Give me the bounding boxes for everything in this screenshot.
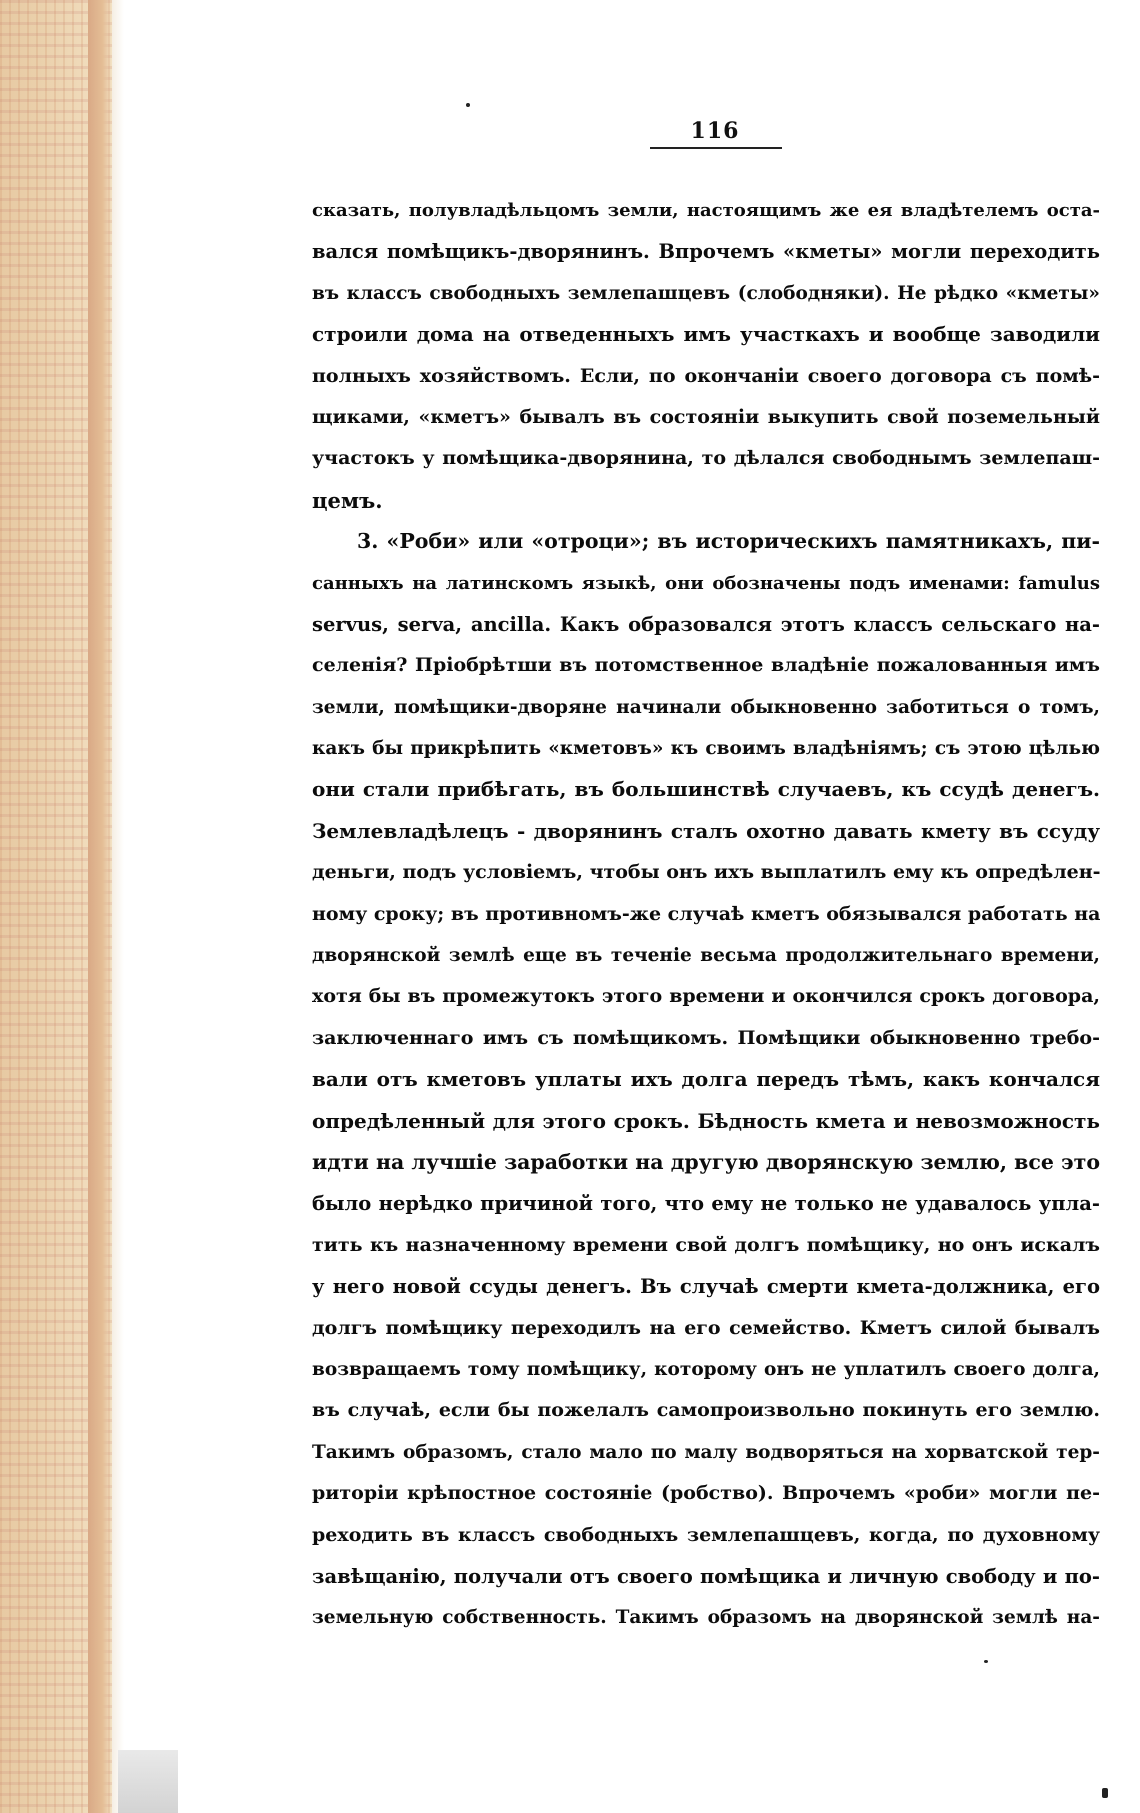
text-line: вался помѣщикъ-дворянинъ. Впрочемъ «кметы» могли переходить: [312, 240, 1100, 264]
ink-speck: [1102, 1788, 1108, 1798]
page-gutter: [112, 0, 124, 1813]
text-line: въ случаѣ, если бы пожелалъ самопроизвольно покинуть его землю.: [312, 1399, 1100, 1422]
ink-speck: [466, 103, 470, 107]
text-line: дворянской землѣ еще въ теченіе весьма продолжительнаго времени,: [312, 945, 1100, 967]
text-line: долгъ помѣщику переходилъ на его семейство. Кметъ силой бывалъ: [312, 1316, 1100, 1339]
text-line: тить къ назначенному времени свой долгъ помѣщику, но онъ искалъ: [312, 1233, 1100, 1256]
text-line: риторіи крѣпостное состояніе (робство). Впрочемъ «роби» могли пе-: [312, 1482, 1100, 1505]
text-line: у него новой ссуды денегъ. Въ случаѣ смерти кмета-должника, его: [312, 1275, 1100, 1299]
page-number-rule: [650, 147, 782, 149]
text-line: идти на лучшіе заработки на другую дворянскую землю, все это: [312, 1149, 1100, 1174]
page-edge-shadow: [88, 0, 112, 1813]
text-line: цемъ.: [312, 487, 383, 513]
text-line: 3. «Роби» или «отроци»; въ историческихъ памятникахъ, пи-: [357, 529, 1100, 554]
text-line: полныхъ хозяйствомъ. Если, по окончаніи своего договора съ помѣ-: [312, 364, 1100, 387]
text-line: реходить въ классъ свободныхъ землепашцевъ, когда, по духовному: [312, 1523, 1100, 1546]
bottom-corner-shade: [118, 1750, 178, 1813]
page-number: 116: [690, 118, 740, 144]
text-line: участокъ у помѣщика-дворянина, то дѣлался свободнымъ землепаш-: [312, 447, 1100, 470]
text-line: земельную собственность. Такимъ образомъ на дворянской землѣ на-: [312, 1607, 1100, 1629]
text-line: щиками, «кметъ» бывалъ въ состояніи выкупить свой поземельный: [312, 405, 1100, 428]
text-line: какъ бы прикрѣпить «кметовъ» къ своимъ владѣніямъ; съ этою цѣлью: [312, 738, 1100, 760]
text-line: строили дома на отведенныхъ имъ участкахъ и вообще заводили: [312, 322, 1100, 347]
text-line: хотя бы въ промежутокъ этого времени и окончился срокъ договора,: [312, 985, 1100, 1008]
text-line: они стали прибѣгать, въ большинствѣ случаевъ, къ ссудѣ денегъ.: [312, 777, 1100, 802]
text-line: Землевладѣлецъ - дворянинъ сталъ охотно давать кмету въ ссуду: [312, 818, 1100, 843]
text-line: опредѣленный для этого срокъ. Бѣдность кмета и невозможность: [312, 1108, 1100, 1133]
text-line: санныхъ на латинскомъ языкѣ, они обозначены подъ именами: famulus: [312, 572, 1100, 594]
text-line: селенія? Пріобрѣтши въ потомственное владѣніе пожалованныя имъ: [312, 654, 1100, 677]
text-line: вали отъ кметовъ уплаты ихъ долга передъ тѣмъ, какъ кончался: [312, 1067, 1100, 1092]
text-line: завѣщанію, получали отъ своего помѣщика и личную свободу и по-: [312, 1564, 1100, 1588]
text-line: деньги, подъ условіемъ, чтобы онъ ихъ выплатилъ ему къ опредѣлен-: [312, 861, 1100, 884]
text-line: servus, serva, ancilla. Какъ образовался этотъ классъ сельскаго на-: [312, 612, 1100, 636]
text-line: земли, помѣщики-дворяне начинали обыкновенно заботиться о томъ,: [312, 696, 1100, 718]
text-line: заключеннаго имъ съ помѣщикомъ. Помѣщики обыкновенно требо-: [312, 1026, 1100, 1049]
text-line: Такимъ образомъ, стало мало по малу водворяться на хорватской тер-: [312, 1441, 1100, 1463]
ink-speck: [984, 1660, 988, 1663]
body-text: [312, 190, 1100, 1639]
text-line: сказать, полувладѣльцомъ земли, настоящимъ же ея владѣтелемъ оста-: [312, 200, 1100, 221]
text-line: возвращаемъ тому помѣщику, которому онъ не уплатилъ своего долга,: [312, 1358, 1100, 1380]
text-line: въ классъ свободныхъ землепашцевъ (слободняки). Не рѣдко «кметы»: [312, 282, 1100, 304]
text-line: было нерѣдко причиной того, что ему не только не удавалось упла-: [312, 1192, 1100, 1216]
text-line: ному сроку; въ противномъ-же случаѣ кметъ обязывался работать на: [312, 902, 1100, 925]
